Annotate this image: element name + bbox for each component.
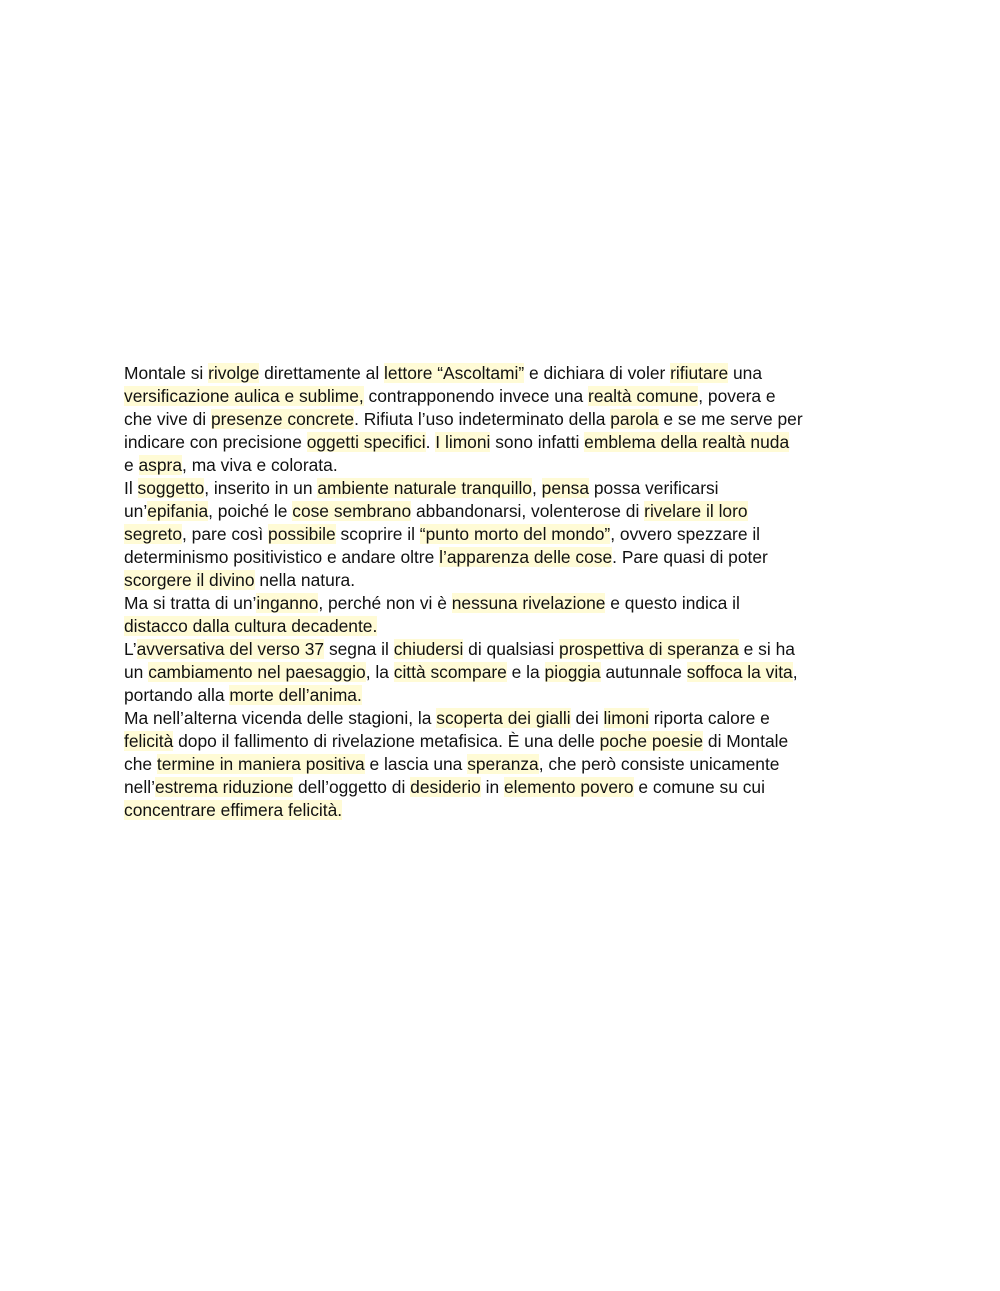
text-segment: , povera e: [698, 386, 776, 406]
text-line: [124, 684, 884, 707]
highlighted-text: elemento povero: [503, 777, 634, 797]
highlighted-text: prospettiva di speranza: [559, 639, 739, 659]
text-line: [124, 523, 884, 546]
text-segment: possa verificarsi: [589, 478, 719, 498]
highlighted-text: cose sembrano: [292, 501, 412, 521]
text-line: [124, 569, 884, 592]
text-segment: un’: [124, 501, 148, 521]
text-segment: autunnale: [600, 662, 687, 682]
text-line: [124, 431, 884, 454]
body-text: [124, 362, 884, 822]
text-line: [124, 638, 884, 661]
text-segment: Montale si: [124, 363, 209, 383]
text-line: [124, 454, 884, 477]
text-segment: e dichiara di voler: [524, 363, 671, 383]
text-segment: , pare così: [182, 524, 269, 544]
text-segment: riporta calore e: [648, 708, 770, 728]
text-segment: , la: [365, 662, 394, 682]
highlighted-text: lettore “Ascoltami”: [384, 363, 525, 383]
text-segment: Ma nell’alterna vicenda delle stagioni, la: [124, 708, 437, 728]
highlighted-text: desiderio: [410, 777, 481, 797]
text-line: [124, 776, 884, 799]
highlighted-text: speranza: [467, 754, 539, 774]
text-segment: e questo indica il: [605, 593, 740, 613]
highlighted-text: l’apparenza delle cose: [439, 547, 613, 567]
text-line: [124, 385, 884, 408]
text-segment: ,: [531, 478, 542, 498]
highlighted-text: limoni: [603, 708, 649, 728]
text-segment: , ovvero spezzare il: [610, 524, 761, 544]
text-segment: in: [480, 777, 504, 797]
text-segment: che: [124, 754, 157, 774]
text-segment: una: [728, 363, 762, 383]
highlighted-text: estrema riduzione: [154, 777, 294, 797]
highlighted-text: rivelare il loro: [644, 501, 748, 521]
highlighted-text: felicità: [124, 731, 174, 751]
highlighted-text: epifania: [147, 501, 209, 521]
text-segment: che vive di: [124, 409, 211, 429]
text-segment: e si ha: [738, 639, 795, 659]
text-segment: , perché non vi è: [318, 593, 452, 613]
highlighted-text: ambiente naturale tranquillo: [317, 478, 532, 498]
highlighted-text: poche poesie: [599, 731, 704, 751]
text-segment: ,: [792, 662, 798, 682]
text-segment: , ma viva e colorata.: [182, 455, 338, 475]
highlighted-text: scoperta dei gialli: [436, 708, 571, 728]
highlighted-text: oggetti specifici: [306, 432, 426, 452]
highlighted-text: parola: [610, 409, 659, 429]
highlighted-text: pensa: [541, 478, 590, 498]
text-line: [124, 799, 884, 822]
text-line: [124, 615, 884, 638]
text-segment: di Montale: [703, 731, 789, 751]
text-segment: determinismo positivistico e andare oltre: [124, 547, 440, 567]
highlighted-text: soffoca la vita: [686, 662, 793, 682]
text-line: [124, 546, 884, 569]
text-segment: .: [425, 432, 436, 452]
text-segment: portando alla: [124, 685, 230, 705]
text-segment: , che però consiste unicamente: [538, 754, 780, 774]
text-segment: abbandonarsi, volenterose di: [411, 501, 645, 521]
text-segment: un: [124, 662, 149, 682]
text-line: [124, 362, 884, 385]
text-line: [124, 500, 884, 523]
text-line: [124, 477, 884, 500]
text-line: [124, 730, 884, 753]
highlighted-text: termine in maniera positiva: [156, 754, 365, 774]
text-segment: e se me serve per: [658, 409, 803, 429]
highlighted-text: distacco dalla cultura decadente.: [124, 616, 378, 636]
text-segment: e lascia una: [364, 754, 468, 774]
text-segment: . Pare quasi di poter: [612, 547, 768, 567]
highlighted-text: “punto morto del mondo”: [419, 524, 611, 544]
highlighted-text: rivolge: [208, 363, 260, 383]
text-segment: segna il: [324, 639, 394, 659]
text-line: [124, 592, 884, 615]
highlighted-text: soggetto: [137, 478, 205, 498]
text-segment: . Rifiuta l’uso indeterminato della: [354, 409, 611, 429]
text-segment: L’: [124, 639, 137, 659]
highlighted-text: segreto: [124, 524, 183, 544]
text-segment: dopo il fallimento di rivelazione metafisica. È una delle: [173, 731, 600, 751]
text-segment: nella natura.: [254, 570, 356, 590]
highlighted-text: pioggia: [544, 662, 601, 682]
text-line: [124, 408, 884, 431]
text-segment: Ma si tratta di un’: [124, 593, 257, 613]
highlighted-text: emblema della realtà nuda: [584, 432, 790, 452]
text-segment: e comune su cui: [633, 777, 765, 797]
highlighted-text: città scompare: [393, 662, 507, 682]
text-segment: sono infatti: [490, 432, 585, 452]
highlighted-text: concentrare effimera felicità.: [124, 800, 343, 820]
highlighted-text: versificazione aulica e sublime,: [124, 386, 364, 406]
highlighted-text: cambiamento nel paesaggio: [148, 662, 366, 682]
highlighted-text: possibile: [268, 524, 336, 544]
text-line: [124, 661, 884, 684]
highlighted-text: presenze concrete: [211, 409, 355, 429]
highlighted-text: chiudersi: [393, 639, 464, 659]
text-segment: nell’: [124, 777, 155, 797]
text-segment: e la: [506, 662, 545, 682]
highlighted-text: I limoni: [435, 432, 491, 452]
highlighted-text: inganno: [256, 593, 319, 613]
text-segment: , inserito in un: [204, 478, 318, 498]
text-segment: contrapponendo invece una: [363, 386, 589, 406]
text-segment: Il: [124, 478, 138, 498]
highlighted-text: aspra: [138, 455, 183, 475]
text-segment: dell’oggetto di: [293, 777, 411, 797]
text-segment: di qualsiasi: [463, 639, 560, 659]
highlighted-text: morte dell’anima.: [229, 685, 362, 705]
highlighted-text: rifiutare: [670, 363, 729, 383]
highlighted-text: nessuna rivelazione: [451, 593, 606, 613]
text-segment: indicare con precisione: [124, 432, 307, 452]
highlighted-text: avversativa del verso 37: [136, 639, 325, 659]
text-segment: direttamente al: [259, 363, 385, 383]
text-segment: dei: [570, 708, 604, 728]
highlighted-text: scorgere il divino: [124, 570, 255, 590]
text-segment: scoprire il: [335, 524, 420, 544]
text-line: [124, 753, 884, 776]
highlighted-text: realtà comune: [588, 386, 699, 406]
text-segment: e: [124, 455, 139, 475]
text-line: [124, 707, 884, 730]
text-segment: , poiché le: [208, 501, 293, 521]
